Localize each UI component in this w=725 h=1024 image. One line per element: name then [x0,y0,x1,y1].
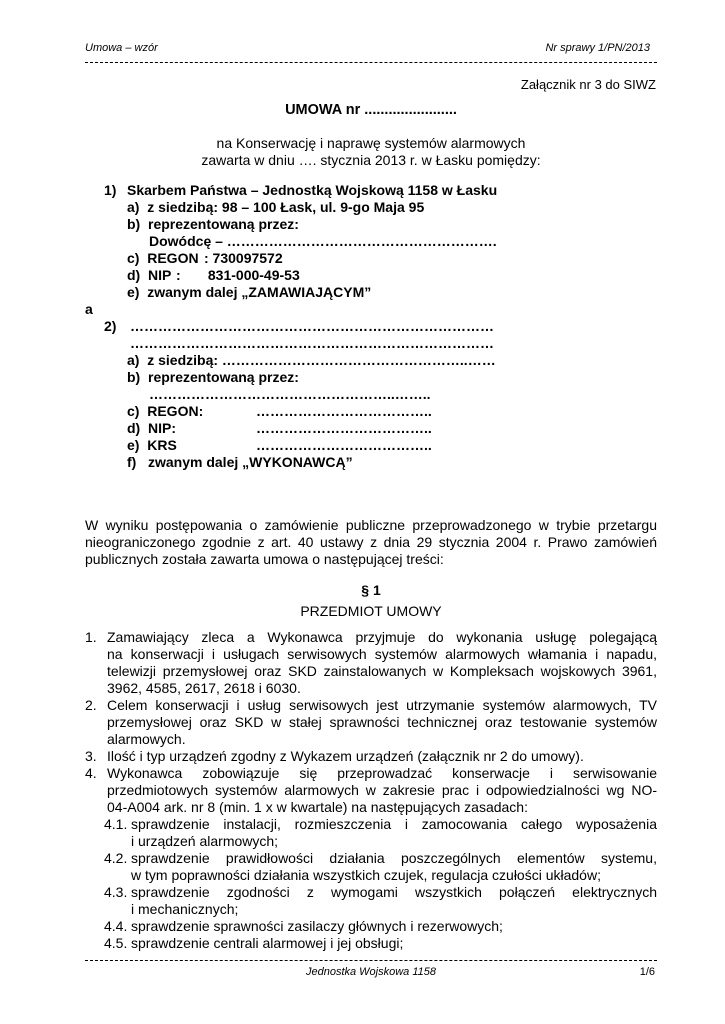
intro-line-2: nieograniczonego zgodnie z art. 40 ustawy z dnia 29 stycznia 2004 r. Prawo zamówień [85,534,657,550]
item-3-number: 3. [85,748,97,764]
party2-represented: b) reprezentowaną przez: [127,369,299,385]
party2-number: 2) [104,318,117,334]
subitem-4-5-line: sprawdzenie centrali alarmowej i jej obsługi; [131,935,404,951]
party1-seat: a) z siedzibą: 98 – 100 Łask, ul. 9-go Maja 95 [127,199,425,215]
party2-krs-label: e) KRS [127,437,177,453]
party2-represented-dots: ……………………………………………..…….. [149,386,431,402]
item-1-number: 1. [85,629,97,645]
subitem-4-1-line: sprawdzenie instalacji, rozmieszczenia i zamocowania całego wyposażenia [131,816,657,832]
subtitle-line-1: na Konserwację i naprawę systemów alarmowych [216,135,526,151]
footer-center: Jednostka Wojskowa 1158 [305,966,437,978]
subitem-4-3-line: sprawdzenie zgodności z wymogami wszystkich połączeń elektrycznych [131,884,657,900]
party2-regon-dots: ……………………………….. [256,403,432,419]
party2-called: f) zwanym dalej „WYKONAWCĄ” [127,454,353,470]
page-number: 1/6 [639,966,655,978]
item-1-line: Zamawiający zleca a Wykonawca przyjmuje do wykonania usługę polegającą [107,629,657,645]
party1-called: e) zwanym dalej „ZAMAWIAJĄCYM” [127,284,372,300]
item-2-line: przemysłowej oraz SKD w stałej sprawności technicznej oraz testowanie systemów [107,714,657,730]
party2-line-2: …………………………………………………………………… [130,335,494,351]
party1-regon-label: c) REGON [127,250,199,266]
item-1-line: na konserwacji i usługach serwisowych systemów alarmowych włamania i napadu, [107,646,657,662]
party2-line-1: …………………………………………………………………… [130,318,494,334]
party1-nip-label: d) NIP [127,267,172,283]
party2-krs-dots: ……………………………….. [256,437,432,453]
item-4-line: 04-A004 ark. nr 8 (min. 1 x w kwartale) na następujących zasadach: [107,799,528,815]
item-4-line: przedmiotowych systemów alarmowych w zakresie prac i odpowiedzialności wg NO- [107,782,657,798]
item-3-line: Ilość i typ urządzeń zgodny z Wykazem urządzeń (załącznik nr 2 do umowy). [107,748,584,764]
subitem-4-4-number: 4.4. [104,918,128,934]
header-left: Umowa – wzór [85,42,158,54]
item-2-line: Celem konserwacji i usług serwisowych jest utrzymanie systemów alarmowych, TV [107,697,657,713]
subitem-4-2-line: sprawdzenie prawidłowości działania poszczególnych elementów systemu, [131,850,657,866]
party1-regon-value: : 730097572 [204,250,283,266]
item-4-line: Wykonawca zobowiązuje się przeprowadzać konserwacje i serwisowanie [107,765,657,781]
party1-represented: b) reprezentowaną przez: [127,216,299,232]
footer-divider [85,960,657,961]
party1-name: Skarbem Państwa – Jednostką Wojskową 1158 w Łasku [127,182,498,198]
party1-commander: Dowódcę – …………………………………………………. [149,233,497,249]
party2-seat: a) z siedzibą: ……………………………………………..…… [127,352,496,368]
item-1-line: 3962, 4585, 2617, 2618 i 6030. [107,680,301,696]
party1-number: 1) [104,182,117,198]
party2-nip-label: d) NIP: [127,420,176,436]
item-1-line: telewizji przemysłowej oraz SKD zainstalowanych w Kompleksach wojskowych 3961, [107,663,657,679]
subitem-4-1-number: 4.1. [104,816,128,832]
section-number: § 1 [361,582,381,598]
attachment-label: Załącznik nr 3 do SIWZ [520,77,656,92]
subitem-4-3-line: i mechanicznych; [131,901,239,917]
subitem-4-3-number: 4.3. [104,884,128,900]
header-right: Nr sprawy 1/PN/2013 [545,42,650,54]
intro-line-3: publicznych została zawarta umowa o następującej treści: [85,551,444,567]
item-2-number: 2. [85,697,97,713]
subtitle-line-2: zawarta w dniu …. stycznia 2013 r. w Łasku pomiędzy: [201,152,541,168]
document-title: UMOWA nr ....................... [285,102,457,118]
item-2-line: alarmowych. [107,731,186,747]
header-divider [85,62,657,63]
subitem-4-5-number: 4.5. [104,935,128,951]
party2-regon-label: c) REGON: [127,403,204,419]
subitem-4-2-number: 4.2. [104,850,128,866]
party2-nip-dots: ……………………………….. [256,420,432,436]
subitem-4-2-line: w tym poprawności działania wszystkich czujek, regulacja czułości układów; [131,867,601,883]
section-title: PRZEDMIOT UMOWY [300,603,442,619]
subitem-4-1-line: i urządzeń alarmowych; [131,833,279,849]
item-4-number: 4. [85,765,97,781]
party1-nip-value: : 831-000-49-53 [176,267,300,283]
conjunction-and: a [85,301,93,317]
intro-line-1: W wyniku postępowania o zamówienie publiczne przeprowadzonego w trybie przetargu [85,517,657,533]
subitem-4-4-line: sprawdzenie sprawności zasilaczy głównych i rezerwowych; [131,918,503,934]
